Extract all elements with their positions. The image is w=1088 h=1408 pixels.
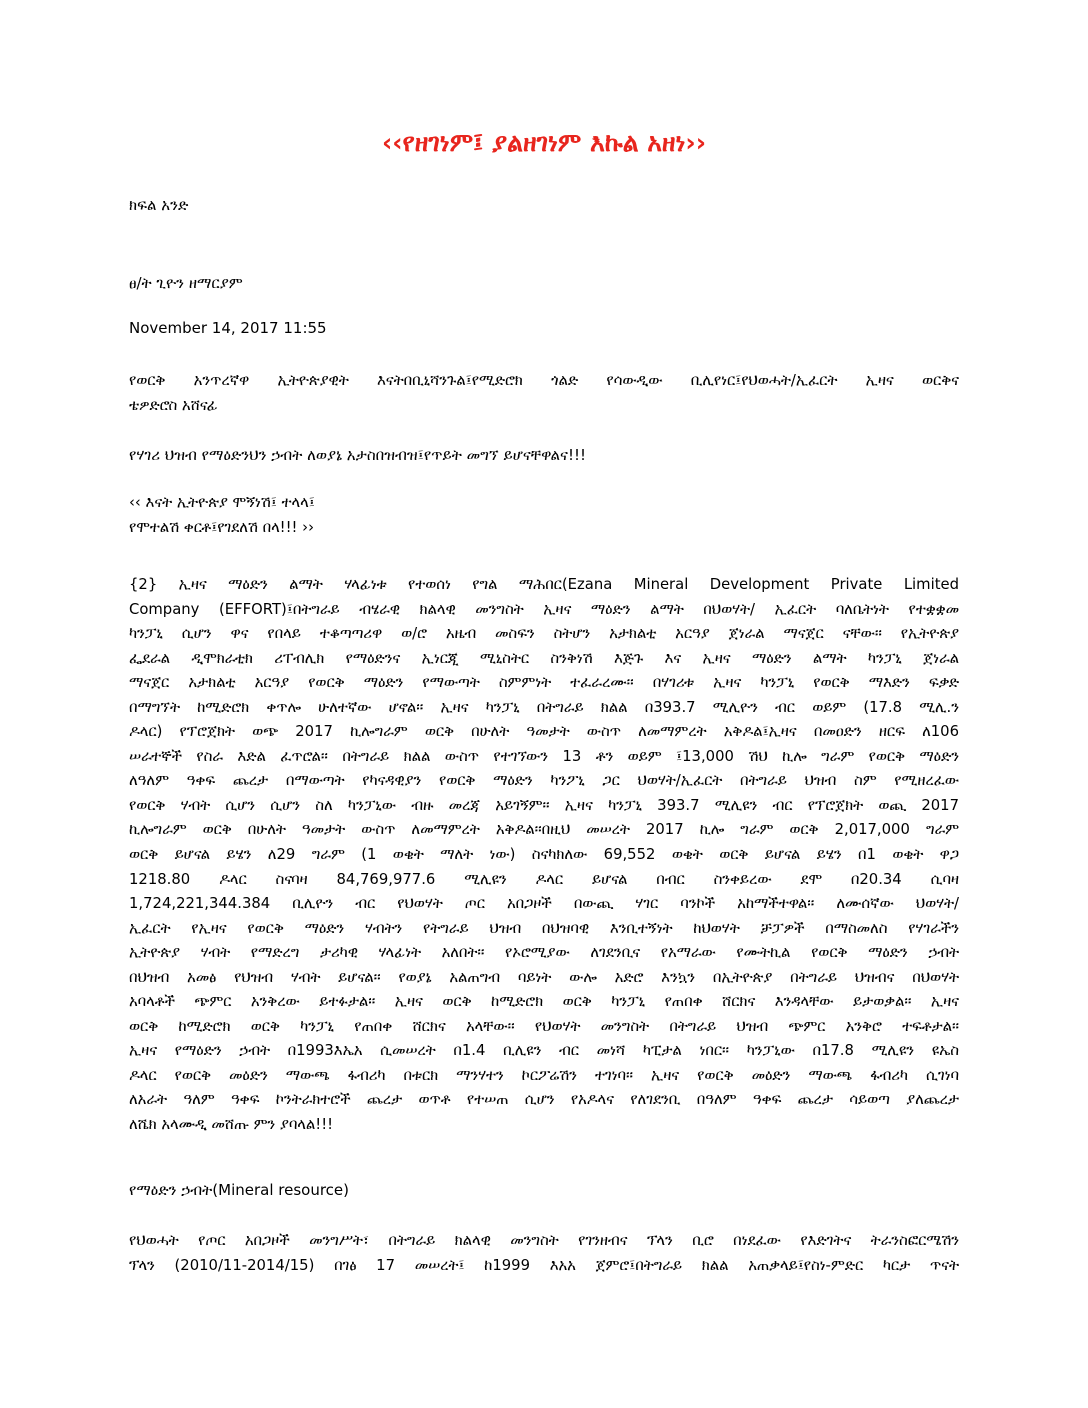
document-title: ‹‹የዘገነም፤ ያልዘገነም እኩል አዘነ›› xyxy=(381,128,707,157)
body-line: ኪሎግራም ወርቅ በሁለት ዓመታት ውስጥ ለመማምረት አቅዶል፡፡በዚህ መሠረት 2017 ኪሎ ግራም ወርቅ 2,017,000 ግራም xyxy=(129,821,959,839)
body-line: ዶላር) የፕሮጀክት ወጭ 2017 ኪሎግራም ወርቅ በሁለት ዓመታት ውስጥ ለመማምረት አቅዶል፤ኢዛና በመዐድን ዘርፍ ለ106 xyxy=(129,723,959,741)
closing-line: የህወሓት የጦር አበጋዞች መንግሥት፣ በትግራይ ክልላዊ መንግስት የገንዘብና ፕላን ቢሮ በነደፈው የእድገትና ትራንስፎርሜሽን xyxy=(129,1232,959,1249)
lead-sentence: የሃገሪ ህዝብ የማዕድንህን ኃብት ለወያኔ አታስበዝብዝ፤የጥይት መግኘ ይሆናቸዋልና!!! xyxy=(129,446,587,464)
poem-line: ‹‹ እናት ኢትዮጵያ ሞኝነሽ፤ ተላላ፤ xyxy=(129,494,315,511)
closing-paragraph xyxy=(129,1229,959,1278)
body-line: ኢትዮጵያ ሃብት የማድረግ ታሪካዊ ሃላፊነት አለበት፡፡ የኦሮሚያው ለገደንቢና የአማራው የሙትኪል የወርቅ ማዕድን ኃብት xyxy=(129,944,959,962)
body-line: {2} ኢዛና ማዕድን ልማት ሃላፊነቱ የተወሰነ የግል ማሕበር(Ezana Mineral Development Private Limited xyxy=(129,576,959,593)
body-line: ለአራት ዓለም ዓቀፍ ኮንትራክተሮች ጨረታ ወጥቶ የተሠጠ ሲሆን የአዶላና የለገደንቢ በዓለም ዓቀፍ ጨረታ ሳይወጣ ያለጨረታ xyxy=(129,1091,959,1109)
poem xyxy=(129,491,959,540)
body-line: ካንፓኒ ሲሆን ዋና የበላይ ተቆጣጣሪዋ ወ/ሮ አዜብ መስፍን ስትሆን አታክልቲ አርዓያ ጀነራል ማናጀር ናቸው፡፡ የኢትዮጵያ xyxy=(129,625,959,643)
closing-line: ፕላን (2010/11-2014/15) በገፅ 17 መሠረት፤ ከ1999 እአአ ጀምሮ፤በትግራይ ክልል አጠቃላይ፤የስነ-ምድር ካርታ ጥናት xyxy=(129,1256,959,1274)
body-line: Company (EFFORT)፤በትግራይ ብሄራዊ ክልላዊ መንግስት ኢዛና ማዕድን ልማት በህወሃት/ ኢፈርት ባለቤትነት የተቋቋመ xyxy=(129,600,959,618)
body-line: 1218.80 ዶላር ስናባዛ 84,769,977.6 ሚሊዩን ዶላር ይሆናል በብር ስንቀይረው ደሞ በ20.34 ሲባዛ xyxy=(129,870,959,888)
body-paragraph xyxy=(129,573,959,1138)
body-line: የወርቅ ሃብት ሲሆን ሲሆን ስለ ካንፓኒው ብዙ መረጃ አይገኝም፡፡ ኢዛና ካንፓኒ 393.7 ሚሊዩን ብር የፕሮጀክት ወጪ 2017 xyxy=(129,796,959,814)
subtitle-paragraph xyxy=(129,369,959,418)
body-line: ኢፈርት የኢዛና የወርቅ ማዕድን ሃብትን የትግራይ ህዝብ በህዝባዊ እንቢተኝነት ከህወሃት ቻፓዎች በማስመለስ የሃገራችን xyxy=(129,919,959,937)
author-line: ፀ/ት ጊዮን ዘማርያም xyxy=(129,274,243,292)
part-label: ክፍል አንድ xyxy=(129,196,189,214)
subtitle-line: የወርቅ አንጥረኛዋ ኢትዮጵያዊት እናትበቢኒሻንጉል፤የሚድሮክ ጎልድ የሳውዲው ቢሊየነር፤የህወሓት/ኢፈርት ኢዛና ወርቅና xyxy=(129,372,959,389)
body-line: 1,724,221,344.384 ቢሊዮን ብር የህወሃት ጦር አበጋዞች በውጪ ሃገር ባንኮች አከማችተዋል፡፡ ለሙሰኛው ህወሃት/ xyxy=(129,895,959,913)
body-line: ለዓለም ዓቀፍ ጨረታ በማውጣት የካናዳዊያን የወርቅ ማዕድን ካንፖኒ ጋር ህወሃት/ኢፈርት በትግራይ ህዝብ ስም የሚዘረፈው xyxy=(129,772,959,790)
body-line: ኢዛና የማዕድን ኃብት በ1993እኤአ ሲመሠረት በ1.4 ቢሊዩን ብር መነሻ ካፒታል ነበር፡፡ ካንፓኒው በ17.8 ሚሊዩን ዩኤስ xyxy=(129,1042,959,1060)
body-line: ዶላር የወርቅ መዕድን ማውጫ ፋብሪካ በቱርክ ማንሃተን ኮርፖሬሽን ተገነባ፡፡ ኢዛና የወርቅ መዕድን ማውጫ ፋብሪካ ሲገነባ xyxy=(129,1066,959,1084)
body-line: አባላቶች ጭምር አንቅረው ይተፉታል፡፡ ኢዛና ወርቅ ከሚድሮክ ወርቅ ካንፓኒ የጠበቀ ሸርክና እንዳላቸው ይታወቃል፡፡ ኢዛና xyxy=(129,993,959,1011)
body-line: በማግኘት ከሚድሮክ ቀጥሎ ሁለተኛው ሆኖል፡፡ ኢዛና ካንፓኒ በትግራይ ክልል በ393.7 ሚሊዮን ብር ወይም (17.8 ሚሊ.ን xyxy=(129,698,959,716)
body-line: ሠራተኞች የስራ እድል ፈጥሮል፡፡ በትግራይ ክልል ውስጥ የተገኘውን 13 ቶን ወይም ፤13,000 ሽህ ኪሎ ግራም የወርቅ ማዕድን xyxy=(129,747,959,765)
body-line: በህዝብ አመፅ የህዝብ ሃብት ይሆናል፡፡ የወያኔ አልጠግብ ባይነት ውሎ አድሮ እንኳን በኢትዮጵያ በትግራይ ህዝብና በህወሃት xyxy=(129,968,959,986)
body-line: ወርቅ ከሚድሮክ ወርቅ ካንፓኒ የጠበቀ ሸርክና አላቸው፡፡ የህወሃት መንግስት በትግራይ ህዝብ ጭምር አንቅሮ ተፍቶታል፡፡ xyxy=(129,1017,959,1035)
subtitle-line: ቴዎድሮስ አሸናፊ xyxy=(129,396,218,414)
body-line: ማናጀር አታክልቲ አርዓያ የወርቅ ማዕድን የማውጣት ስምምነት ተፈራረሙ፡፡ በሃገሪቱ ኢዛና ካንፓኒ የወርቅ ማእድን ፍቃድ xyxy=(129,674,959,692)
body-line: ወርቅ ይሆናል ይሄን ለ29 ግራም (1 ወቄት ማለት ነው) ስናካክለው 69,552 ወቄት ወርቅ ይሆናል ይሄን በ1 ወቄት ዋጋ xyxy=(129,846,959,864)
body-line: ለሼክ አላሙዲ መሸጡ ምን ያባላል!!! xyxy=(129,1116,334,1134)
body-line: ፌደራል ዲሞክራቲክ ሪፐብሊክ የማዕድንና ኢነርጂ ሚኒስትር ስንቅነሽ እጅጉ እና ኢዛና ማዕድን ልማት ካንፓኒ ጀነራል xyxy=(129,649,959,667)
date-line: November 14, 2017 11:55 xyxy=(129,319,327,337)
poem-line: የሞተልሽ ቀርቶ፤የገደለሽ በላ!!! ›› xyxy=(129,518,315,536)
section-heading: የማዕድን ኃብት(Mineral resource) xyxy=(129,1181,350,1199)
